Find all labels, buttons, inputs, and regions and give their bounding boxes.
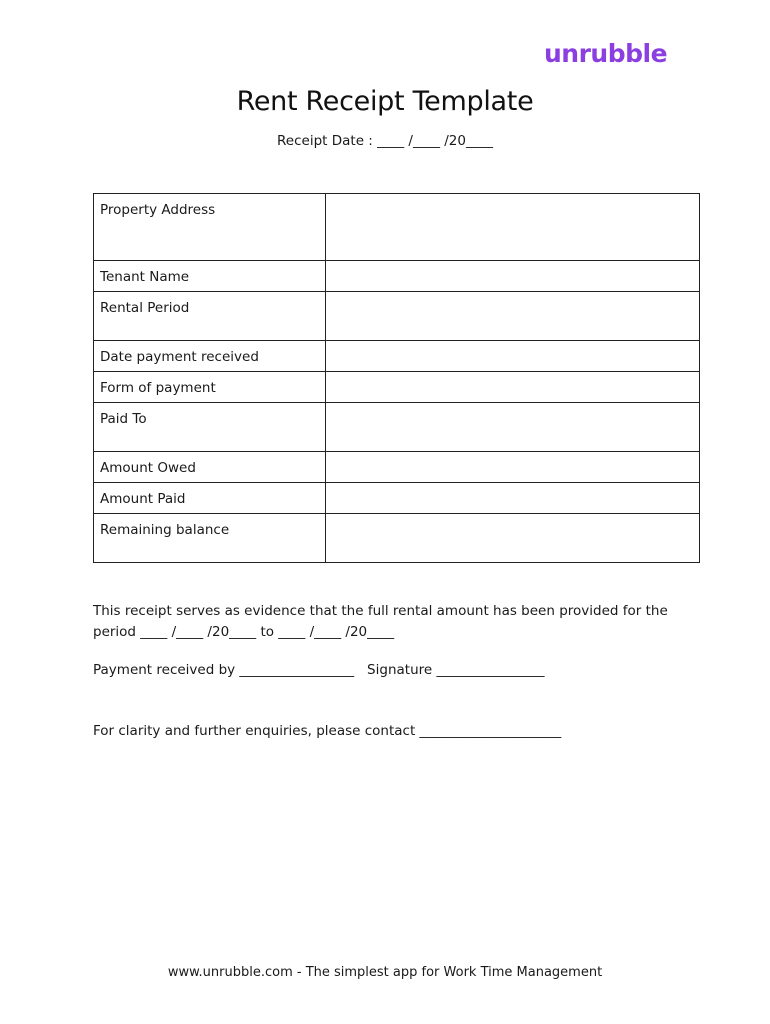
table-row [94,372,700,403]
form-field-paid-to[interactable] [326,403,700,452]
table-row [94,194,700,261]
form-label-property-address: Property Address [94,194,326,261]
form-field-amount-paid[interactable] [326,483,700,514]
footer-text: www.unrubble.com - The simplest app for Work Time Management [167,965,603,980]
form-field-remaining-balance[interactable] [326,514,700,563]
form-field-property-address[interactable] [326,194,700,261]
form-label-remaining-balance: Remaining balance [94,514,326,563]
form-field-tenant-name[interactable] [326,261,700,292]
form-label-form-of-payment: Form of payment [94,372,326,403]
form-field-rental-period[interactable] [326,292,700,341]
rent-receipt-form-table [93,193,700,563]
form-field-amount-owed[interactable] [326,452,700,483]
form-label-amount-paid: Amount Paid [94,483,326,514]
page-title: Rent Receipt Template [236,86,534,117]
form-label-tenant-name: Tenant Name [94,261,326,292]
form-label-paid-to: Paid To [94,403,326,452]
form-field-form-of-payment[interactable] [326,372,700,403]
table-row [94,292,700,341]
form-label-date-payment-received: Date payment received [94,341,326,372]
evidence-statement: This receipt serves as evidence that the full rental amount has been provided for the period ____ /____ /20____ to ____ /____ /20____ [93,603,668,640]
form-label-amount-owed: Amount Owed [94,452,326,483]
payment-received-signature-line: Payment received by _________________ Signature ________________ [93,662,545,678]
form-label-rental-period: Rental Period [94,292,326,341]
unrubble-logo: unrubble [544,39,668,68]
table-row [94,261,700,292]
table-row [94,514,700,563]
contact-line: For clarity and further enquiries, please contact _____________________ [93,723,562,739]
table-row [94,483,700,514]
form-field-date-payment-received[interactable] [326,341,700,372]
receipt-date-line: Receipt Date : ____ /____ /20____ [277,133,493,149]
table-row [94,403,700,452]
table-row [94,452,700,483]
table-row [94,341,700,372]
